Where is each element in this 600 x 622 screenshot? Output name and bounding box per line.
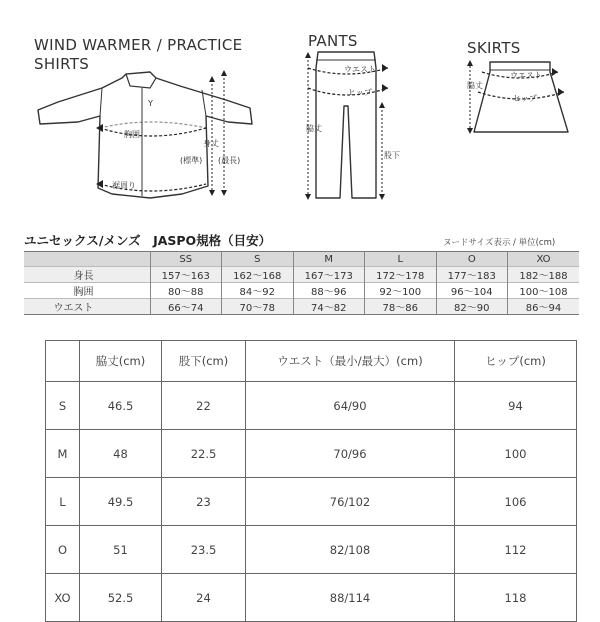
- size-cell: 70/96: [246, 430, 455, 478]
- pants-title: PANTS: [308, 32, 358, 50]
- pants-label-hip: ヒップ: [348, 88, 372, 97]
- jaspo-row-waist: [24, 299, 579, 315]
- size-cell: 100: [455, 430, 577, 478]
- jaspo-row-chest: [24, 283, 579, 299]
- jaspo-cell: 167〜173: [293, 267, 365, 283]
- label-height: 身丈: [203, 139, 219, 148]
- size-cell: 46.5: [80, 382, 162, 430]
- size-cell: 22.5: [162, 430, 246, 478]
- jaspo-col-header: SS: [150, 252, 222, 267]
- jaspo-note: ヌードサイズ表示 / 単位(cm): [443, 238, 556, 248]
- jaspo-col-header: O: [436, 252, 508, 267]
- jaspo-header-row: [24, 252, 579, 267]
- size-header-waist: ウエスト（最小/最大）(cm): [246, 341, 455, 382]
- jaspo-col-header: S: [222, 252, 294, 267]
- jaspo-cell: 92〜100: [365, 283, 437, 299]
- jaspo-title: ユニセックス/メンズ JASPO規格（目安）: [24, 233, 272, 248]
- skirt-label-hip: ヒップ: [513, 94, 537, 103]
- size-cell: 94: [455, 382, 577, 430]
- skirt-label-waist: ウエスト: [510, 71, 542, 80]
- jaspo-cell: 66〜74: [150, 299, 222, 315]
- size-header-empty: [46, 341, 80, 382]
- size-cell: 22: [162, 382, 246, 430]
- size-cell: 52.5: [80, 574, 162, 622]
- size-cell: 88/114: [246, 574, 455, 622]
- size-cell: 24: [162, 574, 246, 622]
- size-cell: 64/90: [246, 382, 455, 430]
- size-row-m: [46, 430, 577, 478]
- label-max: (最長): [218, 156, 241, 165]
- size-label: XO: [46, 574, 80, 622]
- size-cell: 82/108: [246, 526, 455, 574]
- jaspo-cell: 182〜188: [508, 267, 580, 283]
- size-cell: 118: [455, 574, 577, 622]
- size-cell: 23: [162, 478, 246, 526]
- size-label: S: [46, 382, 80, 430]
- pants-label-waist: ウエスト: [344, 65, 376, 74]
- jaspo-cell: 172〜178: [365, 267, 437, 283]
- jaspo-row-label: 胸囲: [24, 283, 150, 299]
- size-header-side-length: 脇丈(cm): [80, 341, 162, 382]
- size-row-l: [46, 478, 577, 526]
- size-cell: 51: [80, 526, 162, 574]
- jaspo-cell: 70〜78: [222, 299, 294, 315]
- jaspo-cell: 162〜168: [222, 267, 294, 283]
- size-label: L: [46, 478, 80, 526]
- pants-label-inseam: 股下: [384, 151, 400, 160]
- size-cell: 48: [80, 430, 162, 478]
- size-label: M: [46, 430, 80, 478]
- svg-text:Y: Y: [148, 99, 153, 108]
- size-cell: 49.5: [80, 478, 162, 526]
- jaspo-col-header: L: [365, 252, 437, 267]
- jaspo-cell: 80〜88: [150, 283, 222, 299]
- jaspo-cell: 88〜96: [293, 283, 365, 299]
- size-row-o: [46, 526, 577, 574]
- size-cell: 106: [455, 478, 577, 526]
- skirt-label-side-length: 脇丈: [467, 81, 483, 90]
- size-table: [45, 340, 577, 622]
- size-row-xo: [46, 574, 577, 622]
- jaspo-cell: 74〜82: [293, 299, 365, 315]
- size-header-row: [46, 341, 577, 382]
- jaspo-row-height: [24, 267, 579, 283]
- size-row-s: [46, 382, 577, 430]
- size-cell: 76/102: [246, 478, 455, 526]
- label-hem: 裾周り: [112, 181, 136, 190]
- label-chest: 胸囲: [124, 130, 140, 139]
- label-standard: (標準): [180, 156, 203, 165]
- size-header-inseam: 股下(cm): [162, 341, 246, 382]
- shirts-title: WIND WARMER / PRACTICE SHIRTS: [34, 36, 243, 73]
- jacket-illustration: [30, 66, 260, 206]
- pants-label-side-length: 脇丈: [306, 124, 322, 133]
- jaspo-row-label: 身長: [24, 267, 150, 283]
- jaspo-cell: 177〜183: [436, 267, 508, 283]
- jaspo-table: [24, 251, 579, 315]
- size-cell: 23.5: [162, 526, 246, 574]
- jaspo-row-label: ウエスト: [24, 299, 150, 315]
- size-label: O: [46, 526, 80, 574]
- size-header-hip: ヒップ(cm): [455, 341, 577, 382]
- jaspo-header-empty: [24, 252, 150, 267]
- jaspo-cell: 84〜92: [222, 283, 294, 299]
- jaspo-cell: 100〜108: [508, 283, 580, 299]
- jaspo-col-header: XO: [508, 252, 580, 267]
- jaspo-cell: 86〜94: [508, 299, 580, 315]
- jaspo-cell: 96〜104: [436, 283, 508, 299]
- jaspo-cell: 157〜163: [150, 267, 222, 283]
- jaspo-cell: 78〜86: [365, 299, 437, 315]
- jaspo-cell: 82〜90: [436, 299, 508, 315]
- skirts-title: SKIRTS: [467, 39, 521, 57]
- size-cell: 112: [455, 526, 577, 574]
- jaspo-col-header: M: [293, 252, 365, 267]
